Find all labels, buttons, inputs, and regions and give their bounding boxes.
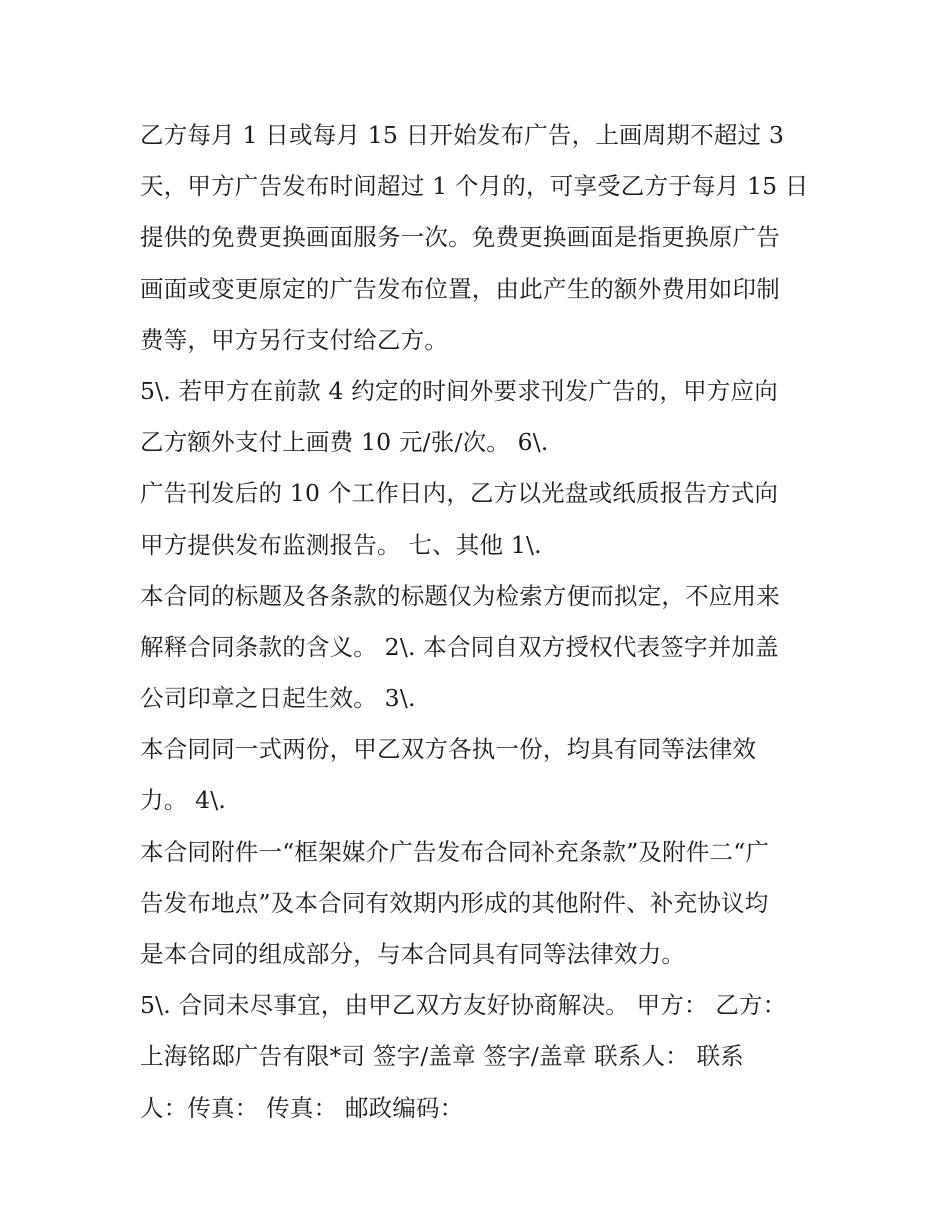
text-line: 费等，甲方另行支付给乙方。 — [140, 325, 449, 354]
text-line: 提供的免费更换画面服务一次。免费更换画面是指更换原广告 — [140, 223, 780, 252]
text-line: 是本合同的组成部分，与本合同具有同等法律效力。 — [140, 940, 686, 968]
text-line: 5\. 若甲方在前款 4 约定的时间外要求刊发广告的，甲方应向 — [140, 376, 778, 405]
text-line: 甲方提供发布监测报告。 七、其他 1\. — [140, 530, 542, 559]
text-line: 广告刊发后的 10 个工作日内，乙方以光盘或纸质报告方式向 — [140, 479, 779, 508]
text-line: 本合同的标题及各条款的标题仅为检索方便而拟定，不应用来 — [140, 581, 780, 610]
text-line: 告发布地点”及本合同有效期内形成的其他附件、补充协议均 — [140, 888, 769, 917]
contract-body-text — [140, 110, 840, 1134]
text-line: 本合同同一式两份，甲乙双方各执一份，均具有同等法律效 — [140, 735, 757, 764]
text-line: 力。 4\. — [140, 786, 227, 815]
text-line: 5\. 合同未尽事宜，由甲乙双方友好协商解决。 甲方： 乙方： — [140, 991, 787, 1020]
text-line: 解释合同条款的含义。 2\. 本合同自双方授权代表签字并加盖 — [140, 632, 779, 661]
text-line: 天，甲方广告发布时间超过 1 个月的，可享受乙方于每月 15 日 — [140, 172, 809, 201]
text-line: 本合同附件一“框架媒介广告发布合同补充条款”及附件二“广 — [140, 837, 770, 866]
text-line: 乙方每月 1 日或每月 15 日开始发布广告，上画周期不超过 3 — [140, 121, 785, 149]
text-line: 公司印章之日起生效。 3\. — [140, 684, 416, 713]
text-line: 乙方额外支付上画费 10 元/张/次。 6\. — [140, 428, 549, 457]
text-line: 人：传真： 传真： 邮政编码： — [140, 1093, 464, 1122]
text-line: 上海铭邸广告有限*司 签字/盖章 签字/盖章 联系人： 联系 — [140, 1042, 744, 1071]
text-line: 画面或变更原定的广告发布位置，由此产生的额外费用如印制 — [140, 274, 780, 303]
